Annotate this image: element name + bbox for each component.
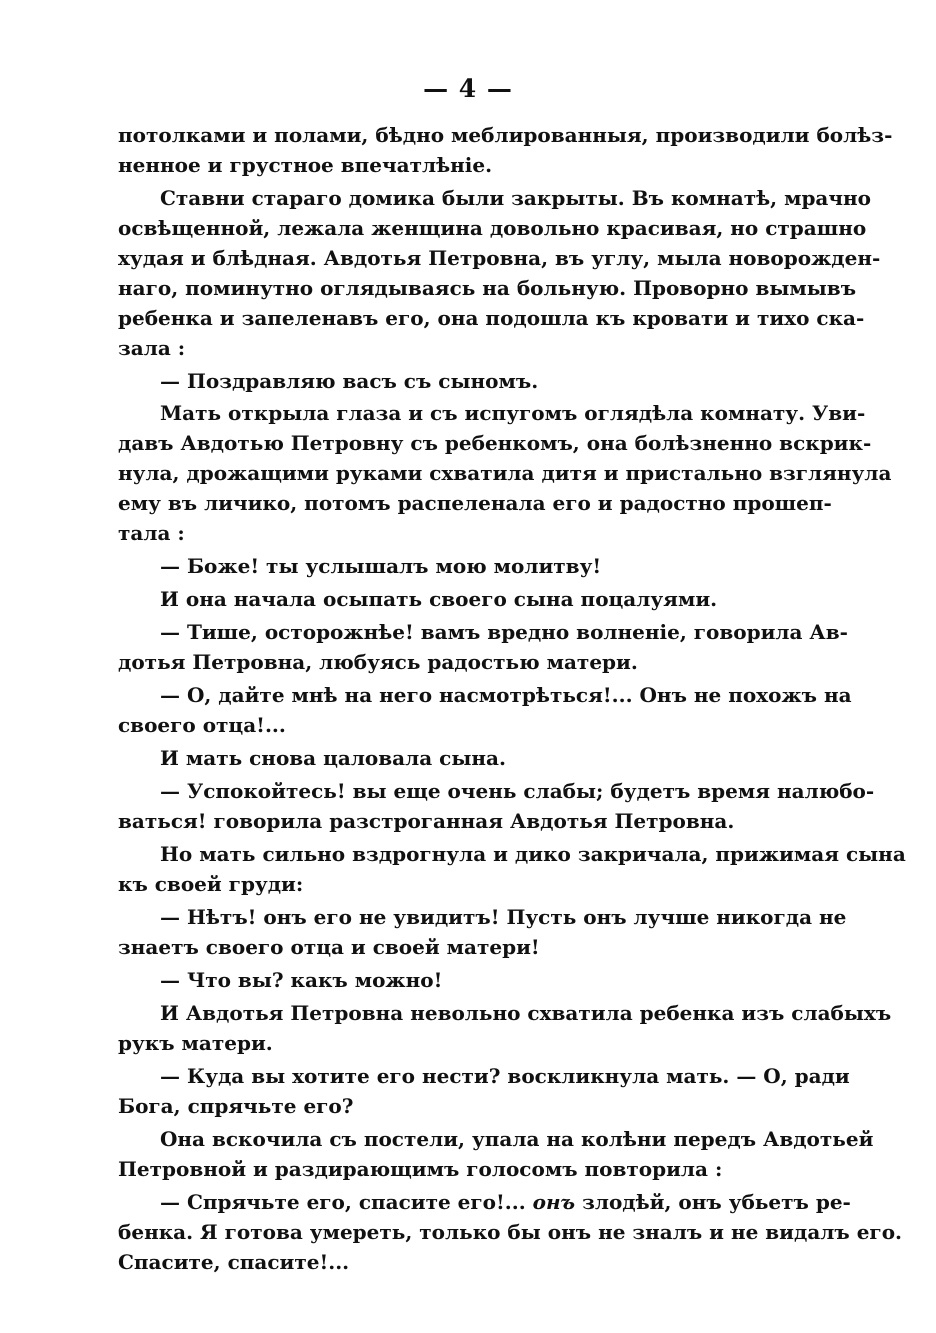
text-line: И мать снова цаловала сына.: [160, 746, 506, 770]
italic-word: онъ: [532, 1190, 576, 1214]
text-line: Бога, спрячьте его?: [118, 1094, 354, 1118]
text-line: освѣщенной, лежала женщина довольно красивая, но страшно: [118, 216, 867, 240]
text-line: Петровной и раздирающимъ голосомъ повторила :: [118, 1157, 723, 1181]
text-line: Спасите, спасите!...: [118, 1250, 350, 1274]
text-line: — Что вы? какъ можно!: [160, 968, 443, 992]
page-number: — 4 —: [423, 74, 513, 103]
text-line: — Куда вы хотите его нести? воскликнула мать. — О, ради: [160, 1064, 850, 1088]
text-line: давъ Авдотью Петровну съ ребенкомъ, она болѣзненно вскрик-: [118, 431, 872, 455]
text-line: И она начала осыпать своего сына поцалуями.: [160, 587, 718, 611]
text-line: — Успокойтесь! вы еще очень слабы; будетъ время налюбо-: [160, 779, 875, 803]
text-line: худая и блѣдная. Авдотья Петровна, въ углу, мыла новорожден-: [118, 246, 881, 270]
text-line: наго, поминутно оглядываясь на больную. Проворно вымывъ: [118, 276, 857, 300]
text-line: потолками и полами, бѣдно меблированныя, производили болѣз-: [118, 123, 893, 147]
text-line: Ставни стараго домика были закрыты. Въ комнатѣ, мрачно: [160, 186, 872, 210]
text-line: — Боже! ты услышалъ мою молитву!: [160, 554, 602, 578]
text-line: тала :: [118, 521, 185, 545]
text-line: ребенка и запеленавъ его, она подошла къ кровати и тихо ска-: [118, 306, 865, 330]
text-line: Мать открыла глаза и съ испугомъ оглядѣла комнату. Уви-: [160, 401, 866, 425]
text-line: знаетъ своего отца и своей матери!: [118, 935, 540, 959]
text-line: ненное и грустное впечатлѣніе.: [118, 153, 493, 177]
text-line: — Поздравляю васъ съ сыномъ.: [160, 369, 539, 393]
text-line: — О, дайте мнѣ на него насмотрѣться!... Онъ не похожъ на: [160, 683, 852, 707]
text-line: дотья Петровна, любуясь радостью матери.: [118, 650, 638, 674]
text-line: [160, 1187, 851, 1217]
text-line: И Авдотья Петровна невольно схватила ребенка изъ слабыхъ: [160, 1001, 892, 1025]
text-line: зала :: [118, 336, 186, 360]
text-line: бенка. Я готова умереть, только бы онъ не зналъ и не видалъ его.: [118, 1220, 902, 1244]
text-segment: — Спрячьте его, спасите его!...: [160, 1190, 533, 1214]
text-line: рукъ матери.: [118, 1031, 273, 1055]
text-line: къ своей груди:: [118, 872, 304, 896]
text-line: ему въ личико, потомъ распеленала его и радостно прошеп-: [118, 491, 832, 515]
text-line: Она вскочила съ постели, упала на колѣни передъ Авдотьей: [160, 1127, 874, 1151]
text-segment: злодѣй, онъ убьетъ ре-: [575, 1190, 851, 1214]
text-line: своего отца!...: [118, 713, 286, 737]
text-line: Но мать сильно вздрогнула и дико закричала, прижимая сына: [160, 842, 906, 866]
text-line: нула, дрожащими руками схватила дитя и пристально взглянула: [118, 461, 892, 485]
text-line: ваться! говорила разстроганная Авдотья Петровна.: [118, 809, 735, 833]
text-line: — Нѣтъ! онъ его не увидитъ! Пусть онъ лучше никогда не: [160, 905, 847, 929]
text-line: — Тише, осторожнѣе! вамъ вредно волненіе, говорила Ав-: [160, 620, 848, 644]
